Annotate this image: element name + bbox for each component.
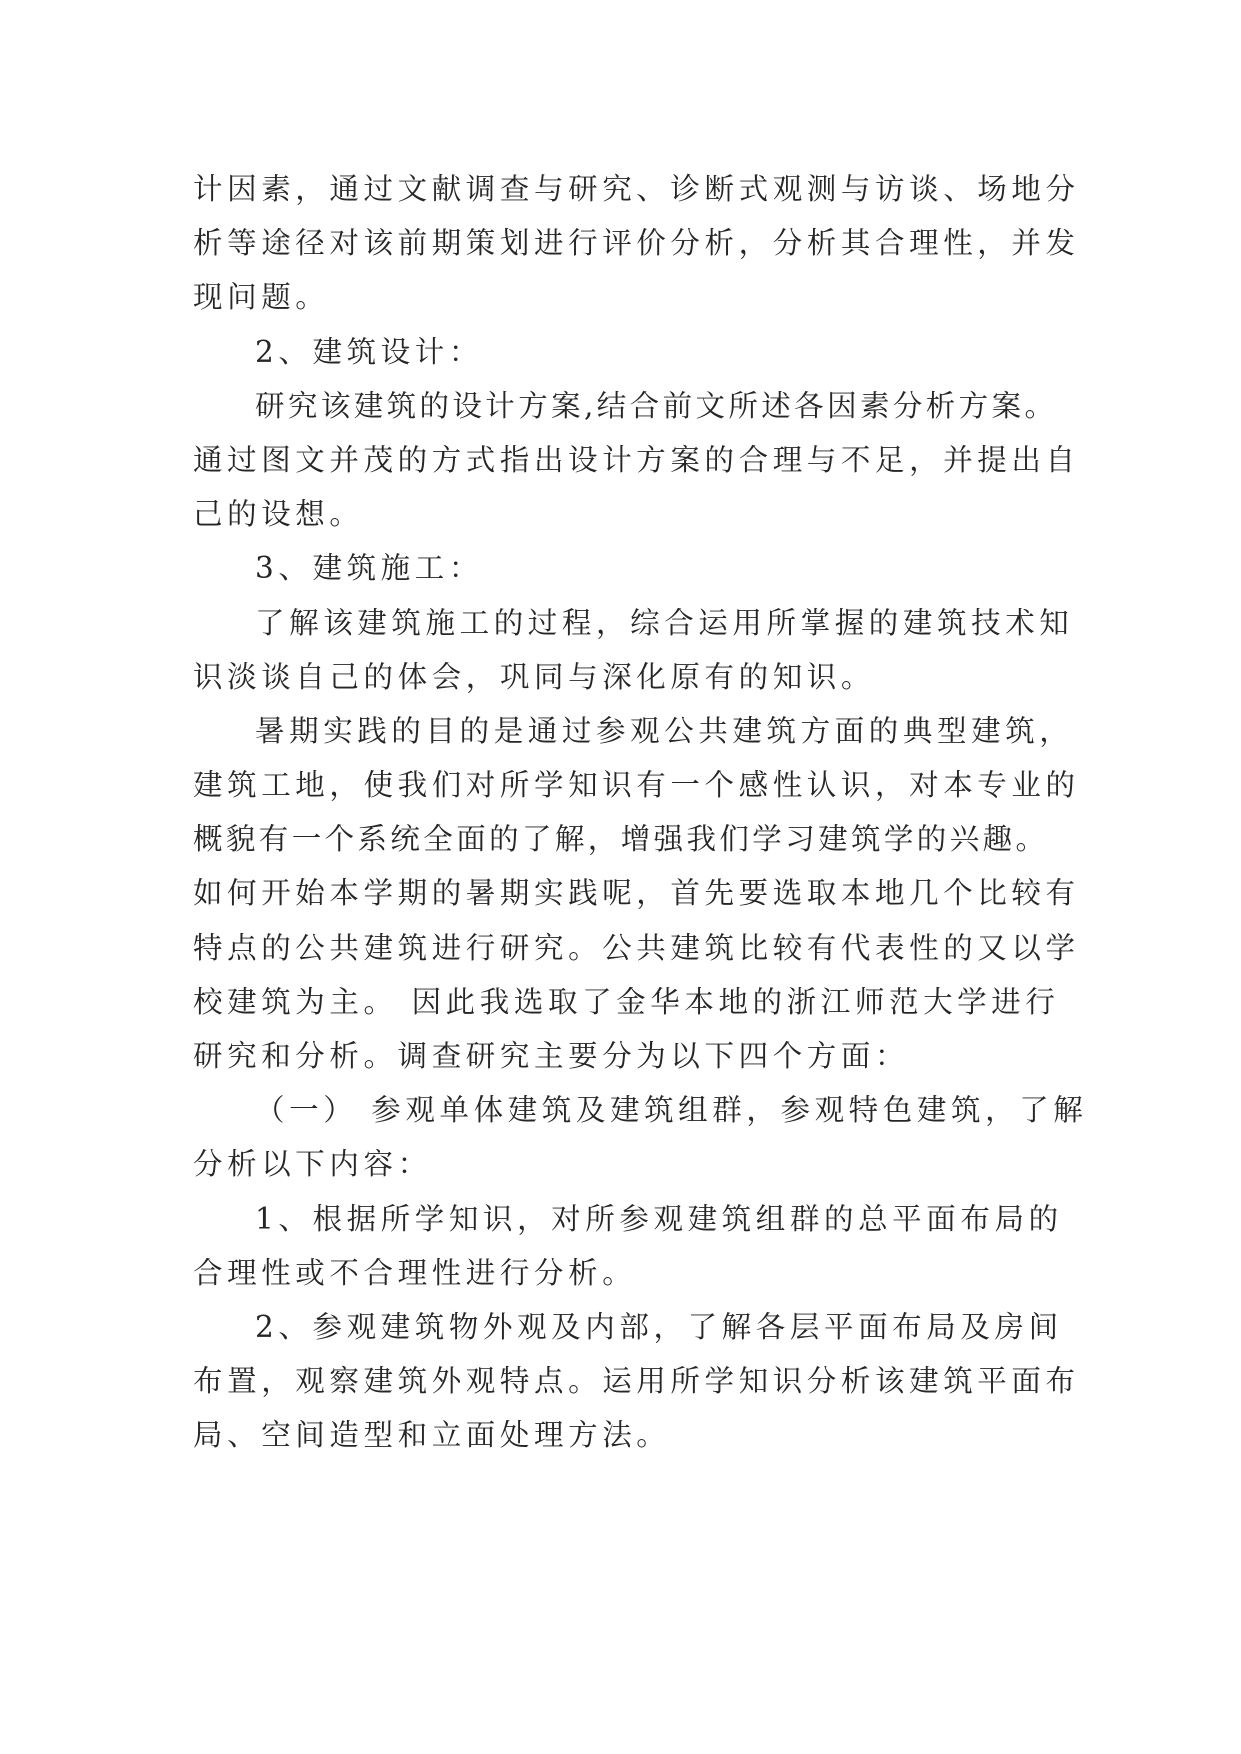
text-line: 如何开始本学期的暑期实践呢，首先要选取本地几个比较有 xyxy=(193,876,1080,911)
text-line: 计因素，通过文献调查与研究、诊断式观测与访谈、场地分 xyxy=(193,172,1080,206)
text-line: 暑期实践的目的是通过参观公共建筑方面的典型建筑， xyxy=(255,713,1074,748)
text-line: 研究该建筑的设计方案,结合前文所述各因素分析方案。 xyxy=(255,388,1058,423)
section-heading: 3、建筑施工： xyxy=(255,551,483,586)
text-line: 特点的公共建筑进行研究。公共建筑比较有代表性的又以学 xyxy=(193,930,1080,965)
text-line: 研究和分析。调查研究主要分为以下四个方面： xyxy=(193,1039,910,1073)
text-line: 局、空间造型和立面处理方法。 xyxy=(193,1418,671,1453)
section-heading: （一） 参观单体建筑及建筑组群，参观特色建筑，了解 xyxy=(255,1093,1088,1128)
text-line: 合理性或不合理性进行分析。 xyxy=(193,1255,637,1290)
text-line: 通过图文并茂的方式指出设计方案的合理与不足，并提出自 xyxy=(193,442,1080,477)
text-line: 己的设想。 xyxy=(193,497,364,532)
text-line: 了解该建筑施工的过程，综合运用所掌握的建筑技术知 xyxy=(255,605,1074,640)
text-line: 现问题。 xyxy=(193,280,330,315)
text-line: 析等途径对该前期策划进行评价分析，分析其合理性，并发 xyxy=(193,226,1080,261)
text-line: 布置，观察建筑外观特点。运用所学知识分析该建筑平面布 xyxy=(193,1364,1080,1399)
list-item: 1、根据所学知识，对所参观建筑组群的总平面布局的 xyxy=(255,1201,1063,1236)
body-text xyxy=(193,162,1088,1463)
text-line: 概貌有一个系统全面的了解，增强我们学习建筑学的兴趣。 xyxy=(193,822,1049,857)
text-line: 识淡谈自己的体会，巩同与深化原有的知识。 xyxy=(193,659,876,694)
section-heading: 2、建筑设计： xyxy=(255,334,483,369)
text-line: 校建筑为主。 因此我选取了金华本地的浙江师范大学进行 xyxy=(193,984,1060,1019)
list-item: 2、参观建筑物外观及内部，了解各层平面布局及房间 xyxy=(255,1309,1063,1344)
text-line: 分析以下内容： xyxy=(193,1147,432,1182)
text-line: 建筑工地，使我们对所学知识有一个感性认识，对本专业的 xyxy=(193,768,1080,803)
